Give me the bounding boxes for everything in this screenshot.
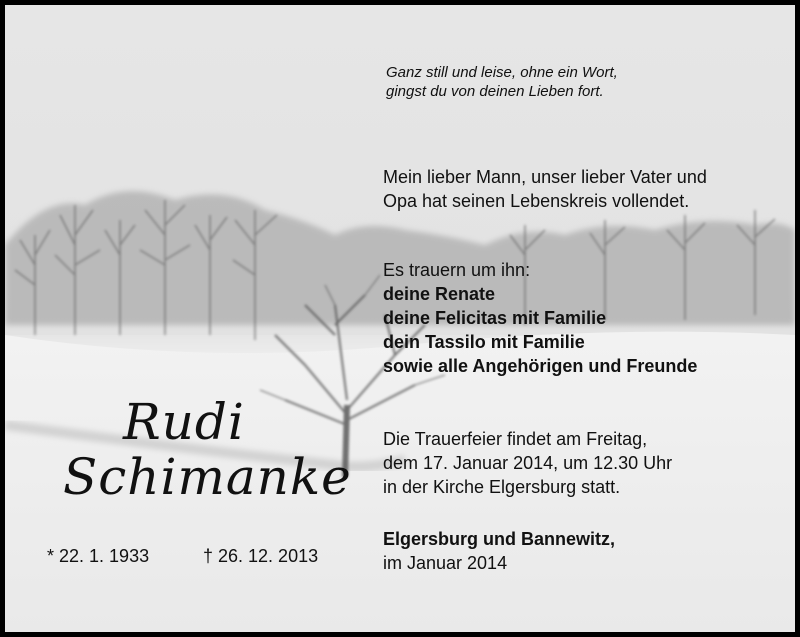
place-line: Elgersburg und Bannewitz, <box>383 529 616 549</box>
date-line: im Januar 2014 <box>383 553 508 573</box>
death-date: † 26. 12. 2013 <box>203 546 319 566</box>
mourner-name: dein Tassilo mit Familie <box>383 332 585 352</box>
quote-line-1: Ganz still und leise, ohne ein Wort, <box>386 64 618 81</box>
funeral-line-1: Die Trauerfeier findet am Freitag, <box>383 429 648 449</box>
deceased-first-name: Rudi <box>123 393 245 451</box>
mourner-name: sowie alle Angehörigen und Freunde <box>383 356 698 376</box>
intro-line-2: Opa hat seinen Lebenskreis vollendet. <box>383 191 690 211</box>
place-and-date <box>383 527 615 575</box>
mourner-name: deine Renate <box>383 284 496 304</box>
mourners-heading: Es trauern um ihn: <box>383 260 531 280</box>
funeral-info <box>383 427 672 499</box>
mourners-list <box>383 258 697 378</box>
birth-date: * 22. 1. 1933 <box>47 546 150 566</box>
intro-text <box>383 165 707 213</box>
funeral-line-3: in der Kirche Elgersburg statt. <box>383 477 621 497</box>
funeral-line-2: dem 17. Januar 2014, um 12.30 Uhr <box>383 453 673 473</box>
quote-line-2: gingst du von deinen Lieben fort. <box>386 83 604 100</box>
deceased-last-name: Schimanke <box>63 448 352 506</box>
intro-line-1: Mein lieber Mann, unser lieber Vater und <box>383 167 707 187</box>
mourner-name: deine Felicitas mit Familie <box>383 308 607 328</box>
quote <box>386 63 726 101</box>
